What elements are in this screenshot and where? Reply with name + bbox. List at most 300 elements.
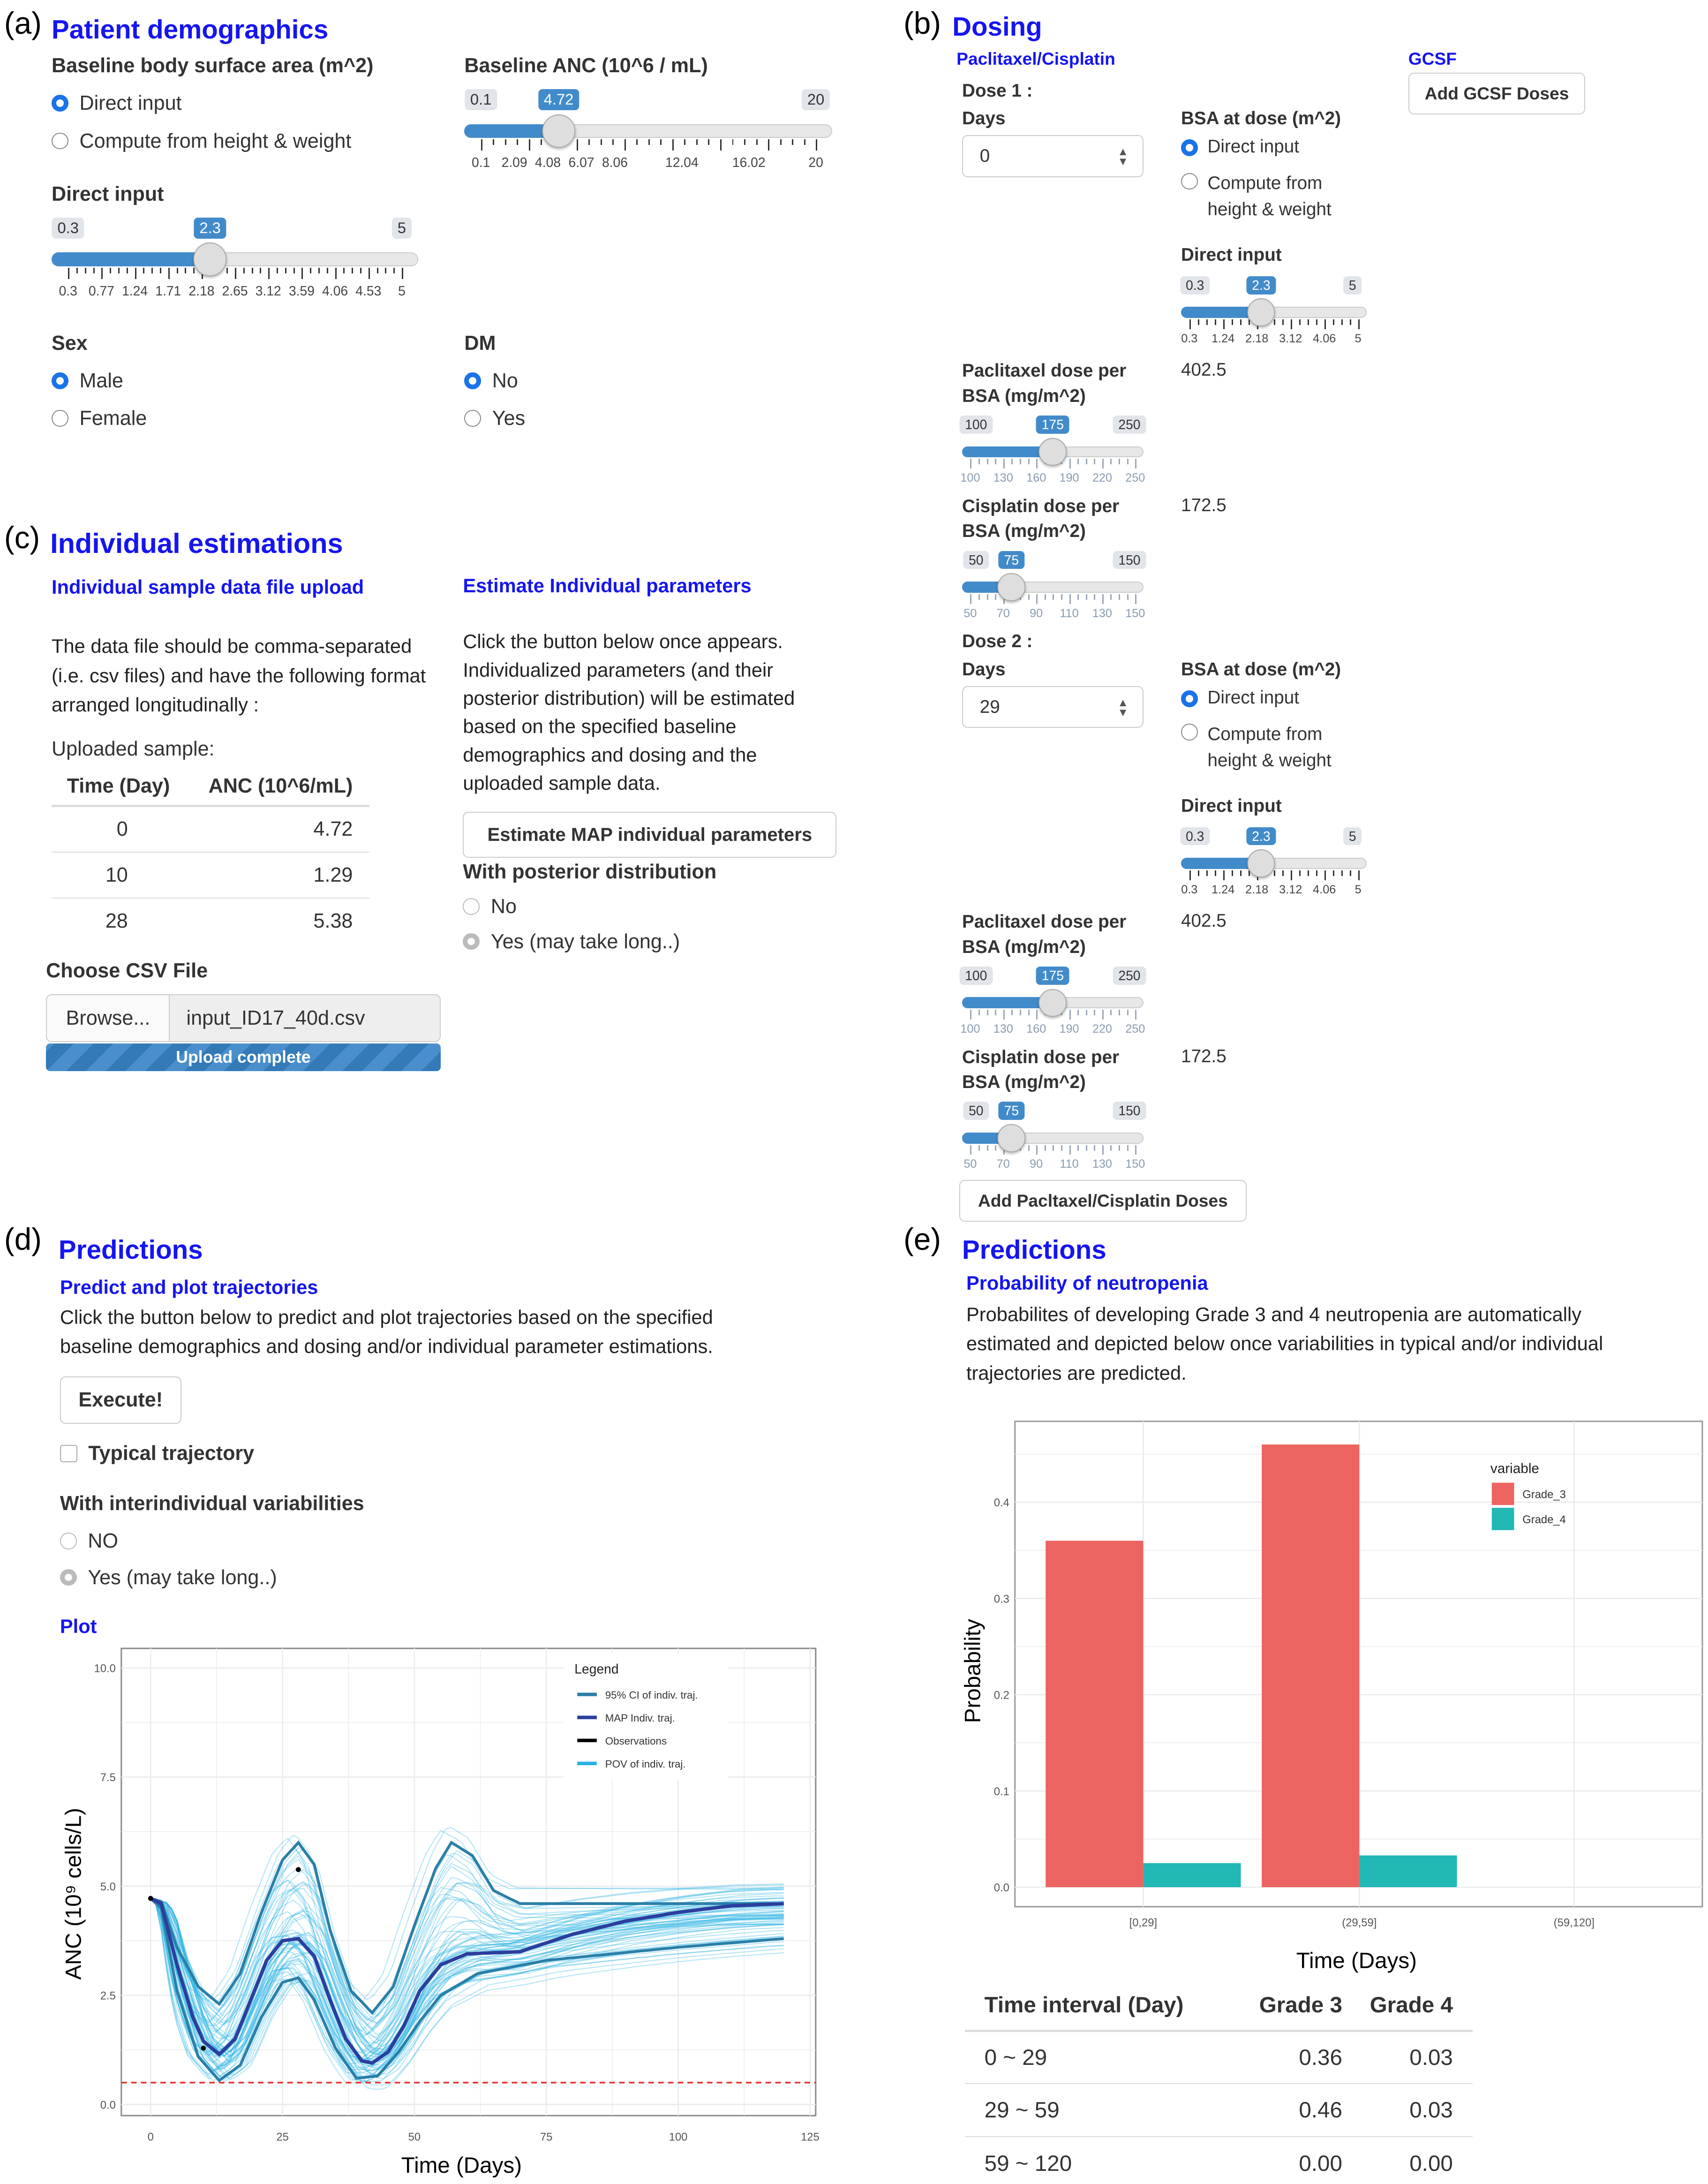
slider-tick [1316,319,1317,325]
cisplatin-total: 172.5 [1181,1046,1226,1066]
slider-handle[interactable] [1247,298,1275,326]
legend-swatch [1492,1508,1514,1530]
slider-tick [1324,319,1326,329]
slider-tick [995,1145,996,1151]
slider-tick [987,1145,988,1151]
slider-tick [1127,1145,1129,1151]
slider-tick [1102,459,1104,469]
radio-icon [52,133,68,150]
slider-tick [1069,1010,1071,1020]
slider-tick [235,268,236,279]
radio-female[interactable] [52,407,147,430]
paclitaxel-dose-label: Paclitaxel dose per BSA (mg/m^2) [962,361,1127,406]
radio-icon [52,95,68,112]
slider-tick [1110,594,1112,600]
cell: 29 ~ 59 [984,2098,1060,2123]
slider-tick-label: 220 [1092,1022,1112,1035]
slider-tick-label: 220 [1092,471,1112,485]
slider-tick [780,139,782,145]
legend-entry: POV of indiv. traj. [605,1758,686,1770]
slider-tick-label: 4.06 [322,283,348,298]
observation-point [201,2046,206,2051]
upload-progress-bar [46,1043,441,1071]
slider-tick [268,268,270,279]
slider-max-label: 5 [1343,827,1362,846]
slider-tick [1086,459,1087,464]
slider-tick [1028,1145,1030,1151]
slider-handle[interactable] [998,573,1025,601]
slider-tick [768,139,769,151]
slider-tick [1291,870,1292,880]
slider-tick-label: 0.3 [1181,883,1198,896]
x-tick-label: [0,29] [1129,1916,1158,1929]
days-value: 29 [979,696,1000,717]
radio-posterior-yes[interactable] [463,930,680,953]
slider-tick [1061,594,1062,600]
slider-tick [987,1010,988,1015]
slider-tick [1028,594,1030,600]
radio-label: Direct input [79,92,182,115]
slider-max-label: 250 [1113,967,1146,985]
estimate-instructions: Click the button below once appears. Individualized parameters (and their posterior distribution) will be estimated based on the specified baseline demographics and dosing and the uploaded sample data. [463,630,795,794]
x-tick-label: 0 [147,2131,154,2144]
slider-tick [1189,870,1191,880]
slider-tick [660,139,662,145]
legend-entry: 95% CI of indiv. traj. [605,1689,698,1701]
radio-label: Yes (may take long..) [88,1566,277,1589]
y-tick-label: 7.5 [100,1771,116,1784]
slider-tick [1341,870,1343,876]
radio-compute-bsa[interactable] [52,130,351,153]
slider-tick [1061,1145,1062,1151]
slider-tick [402,268,403,279]
slider-tick [1086,1010,1087,1015]
slider-tick [995,459,996,464]
slider-tick [1069,594,1071,604]
estimate-map-button[interactable]: Estimate MAP individual parameters [463,812,836,858]
legend-entry: Grade_3 [1522,1488,1566,1501]
slider-tick-label: 5 [1354,883,1362,896]
radio-label: No [492,370,518,393]
slider-max-label: 20 [802,89,830,110]
slider-tick [995,1010,996,1015]
slider-tick [1232,870,1233,876]
radio-label: Compute from height & weight [1207,724,1332,771]
panel-label-d: (d) [4,1222,42,1257]
slider-tick [1077,594,1079,600]
slider-tick-label: 130 [993,1022,1013,1035]
upload-progress-fill: Upload complete [46,1043,441,1071]
direct-input-label: Direct input [52,182,164,205]
slider-tick-label: 0.1 [472,155,490,170]
cell: 28 [105,910,128,933]
slider-tick [1350,319,1351,325]
slider-max-label: 5 [392,218,412,239]
choose-csv-label: Choose CSV File [46,960,208,982]
slider-tick [1020,459,1021,464]
radio-dm-no[interactable] [464,370,518,393]
x-tick-label: (59,120] [1554,1916,1595,1929]
bar-grade_4 [1360,1855,1457,1887]
radio-direct-input[interactable] [1181,688,1299,708]
cisplatin-dose-label: Cisplatin dose per BSA (mg/m^2) [962,1047,1120,1093]
slider-tick [185,268,186,273]
slider-tick [1127,1010,1129,1015]
slider-tick-label: 4.06 [1313,332,1336,345]
slider-tick-label: 8.06 [602,155,628,170]
slider-tick-label: 0.77 [88,283,114,298]
slider-tick [369,268,370,279]
radio-icon [1181,690,1198,707]
slider-handle[interactable] [1247,849,1275,877]
table-row [52,852,369,898]
slider-tick [1053,594,1054,600]
cell: 4.72 [313,818,353,841]
slider-tick [577,139,578,151]
add-gcsf-doses-button[interactable]: Add GCSF Doses [1408,73,1586,114]
slider-tick [1358,870,1360,880]
cell: 1.29 [313,863,353,886]
anc-label: Baseline ANC (10^6 / mL) [464,54,708,77]
slider-tick [1028,1010,1030,1015]
radio-icon [463,933,480,950]
slider-tick [1094,594,1095,600]
slider-tick [505,139,506,145]
legend-entry: Observations [605,1735,667,1747]
slider-tick [1299,870,1301,876]
slider-tick-label: 2.09 [501,155,527,170]
radio-icon [463,898,480,915]
slider-value-label: 2.3 [1246,276,1276,295]
slider-tick [1316,870,1317,876]
browse-button[interactable]: Browse... [46,994,170,1042]
slider-handle[interactable] [1039,989,1067,1017]
radio-direct-input[interactable] [1181,136,1299,157]
days-input[interactable] [962,686,1144,728]
slider-tick [1086,594,1087,600]
slider-tick [1110,1145,1112,1151]
slider-handle[interactable] [1039,438,1067,466]
radio-iiv-yes[interactable] [60,1566,277,1589]
radio-icon [1181,139,1198,156]
slider-tick [1011,1010,1013,1015]
slider-tick [1036,594,1038,604]
radio-label: Male [79,370,123,393]
slider-tick [1045,1145,1046,1151]
iiv-label: With interindividual variabilities [60,1492,364,1515]
slider-min-label: 50 [963,1102,989,1120]
slider-tick [1094,1145,1095,1151]
slider-tick [385,268,386,273]
slider-tick [1119,594,1120,600]
table-row [965,2084,1473,2137]
col-header: Grade 4 [1369,1992,1453,2018]
slider-tick-label: 50 [963,1157,977,1171]
slider-tick-label: 3.12 [1279,883,1302,896]
slider-tick [101,268,103,279]
radio-iiv-no[interactable] [60,1530,118,1553]
x-axis-label: Time (Days) [1296,1948,1417,1973]
slider-tick [970,1010,971,1020]
slider-tick-label: 2.18 [188,283,215,298]
col-header: Grade 3 [1259,1992,1342,2018]
slider-tick-label: 4.53 [355,283,382,298]
slider-tick [301,268,303,279]
slider-min-label: 100 [959,416,993,434]
slider-tick [529,139,530,151]
radio-label: Female [79,407,147,430]
slider-tick [1206,319,1208,325]
slider-min-label: 0.3 [1180,276,1210,295]
paclitaxel-total: 402.5 [1181,360,1226,380]
slider-tick [1053,1145,1054,1151]
slider-tick [277,268,278,273]
slider-tick [978,1145,980,1151]
slider-tick [588,139,590,145]
slider-tick [1127,594,1129,600]
slider-min-label: 50 [963,551,989,569]
radio-compute-bsa[interactable] [1181,721,1348,774]
cell: 0.36 [1299,2045,1342,2070]
slider-tick-label: 1.24 [1211,883,1235,896]
cell: 0 ~ 29 [984,2045,1047,2070]
slider-tick [1135,1010,1136,1020]
direct-input-label: Direct input [1181,245,1282,265]
col-header: ANC (10^6/mL) [208,774,353,797]
slider-max-label: 5 [1343,276,1362,295]
slider-tick-label: 130 [1092,606,1112,620]
spinner-icon[interactable]: ▲ ▼ [1117,145,1129,168]
slider-tick [1333,870,1334,876]
slider-tick [110,268,111,273]
radio-icon [52,372,68,389]
filename-field[interactable]: input_ID17_40d.csv [169,994,441,1042]
table-row [52,806,369,852]
panel-label-c: (c) [4,521,40,555]
cell: 10 [105,863,128,886]
slider-tick-label: 110 [1060,606,1079,620]
slider-value-label: 2.3 [194,218,226,239]
y-tick-label: 0.0 [994,1881,1010,1894]
slider-min-label: 0.3 [52,218,84,239]
slider-tick [970,594,971,604]
slider-tick [612,139,614,145]
slider-tick [1077,1145,1079,1151]
cell: 0 [116,818,128,841]
slider-tick [327,268,328,273]
slider-tick [118,268,120,273]
slider-tick [1036,1145,1038,1155]
days-input[interactable] [962,135,1144,177]
panel-label-a: (a) [4,6,42,40]
slider-tick [318,268,320,273]
radio-compute-bsa[interactable] [1181,170,1348,223]
slider-tick [85,268,86,273]
slider-tick [1003,1010,1005,1020]
radio-label: Yes (may take long..) [490,930,680,953]
slider-tick [127,268,128,273]
slider-tick [517,139,518,145]
slider-tick-label: 100 [960,1022,980,1035]
slider-tick [1291,319,1292,329]
slider-tick-label: 50 [963,606,977,620]
legend-swatch [1492,1482,1514,1505]
execute-button[interactable]: Execute! [60,1376,181,1424]
slider-fill [52,252,210,266]
slider-tick-label: 3.12 [255,283,281,298]
slider-tick [1299,319,1301,325]
radio-direct-input[interactable] [52,92,182,115]
slider-tick [987,459,988,464]
slider-handle[interactable] [193,242,226,276]
slider-tick [684,139,685,145]
spinner-icon[interactable]: ▲ ▼ [1117,696,1129,719]
slider-tick [310,268,311,273]
slider-tick-label: 90 [1030,606,1043,620]
slider-tick [335,268,337,279]
slider-handle[interactable] [542,114,575,148]
slider-tick [285,268,286,273]
y-tick-label: 10.0 [94,1662,116,1675]
slider-tick [393,268,395,273]
neutropenia-probability-chart [948,1409,1708,1978]
slider-min-label: 0.1 [465,89,497,110]
predict-heading: Predict and plot trajectories [60,1276,318,1299]
uploaded-sample-label: Uploaded sample: [52,738,215,761]
radio-label: Compute from height & weight [1207,173,1332,220]
slider-tick [1077,459,1079,464]
radio-posterior-no[interactable] [463,895,517,918]
slider-tick [1215,870,1216,876]
slider-tick [226,268,228,273]
slider-tick [995,594,996,600]
bar-grade_4 [1144,1863,1241,1887]
checkbox-icon [60,1445,77,1462]
slider-tick-label: 90 [1030,1157,1043,1171]
slider-tick [352,268,353,273]
slider-tick [343,268,345,273]
slider-tick [1069,459,1071,469]
paclitaxel-dose-label: Paclitaxel dose per BSA (mg/m^2) [962,912,1127,957]
slider-tick [1350,870,1351,876]
slider-tick [293,268,295,273]
radio-icon [464,372,481,389]
dose-label: Dose 2 : [962,631,1033,652]
y-tick-label: 0.3 [994,1593,1010,1606]
slider-tick [1198,319,1199,325]
uploaded-sample-table [52,767,369,945]
slider-tick [1077,1010,1079,1015]
slider-tick-label: 2.18 [1245,883,1269,896]
bsa-at-dose-label: BSA at dose (m^2) [1181,659,1341,680]
slider-tick [648,139,650,145]
slider-max-label: 150 [1113,551,1146,569]
anc-trajectory-chart [56,1643,823,2184]
upload-instructions: The data file should be comma-separated (i.e. csv files) and have the following format arranged longitudinally : [52,635,426,716]
slider-value-label: 175 [1036,416,1069,434]
observation-point [148,1896,153,1901]
slider-tick [1274,870,1275,876]
slider-tick-label: 1.71 [155,283,181,298]
radio-label: NO [88,1530,119,1553]
slider-tick [1020,1010,1021,1015]
slider-tick [625,139,626,151]
neutropenia-table [965,1980,1473,2184]
slider-tick [360,268,361,273]
slider-tick [1069,1145,1071,1155]
days-label: Days [962,108,1006,129]
slider-tick [978,1010,980,1015]
checkbox-label: Typical trajectory [88,1442,255,1465]
cell: 0.46 [1299,2098,1342,2123]
predictions-title-e: Predictions [962,1234,1106,1264]
slider-tick [804,139,805,145]
slider-value-label: 75 [999,551,1024,569]
slider-tick [93,268,95,273]
slider-tick [260,268,261,273]
radio-dm-yes[interactable] [464,407,525,430]
slider-tick [1119,1145,1120,1151]
col-header: Time interval (Day) [984,1992,1184,2018]
upload-heading: Individual sample data file upload [52,576,364,598]
slider-tick [1358,319,1360,329]
slider-value-label: 4.72 [538,89,579,110]
slider-tick [377,268,378,273]
add-paclitaxel-cisplatin-doses-button[interactable]: Add Pacltaxel/Cisplatin Doses [959,1180,1247,1222]
slider-tick [816,139,817,151]
dm-label: DM [464,332,496,355]
slider-tick-label: 0.3 [59,283,77,298]
radio-male[interactable] [52,370,123,393]
radio-icon [52,410,68,427]
slider-tick-label: 190 [1059,471,1079,485]
y-axis-label: ANC (10⁹ cells/L) [61,1808,86,1980]
slider-tick [1102,594,1104,604]
slider-tick [1215,319,1216,325]
x-tick-label: 75 [540,2131,553,2144]
slider-tick-label: 100 [960,471,980,485]
slider-tick [1189,319,1191,329]
slider-tick-label: 2.18 [1245,332,1269,345]
slider-tick [193,268,195,273]
typical-trajectory-checkbox[interactable] [60,1442,254,1465]
radio-icon [1181,724,1198,741]
direct-input-label: Direct input [1181,796,1282,816]
slider-tick-label: 5 [1354,332,1362,345]
legend-title: variable [1490,1460,1540,1476]
slider-tick [744,139,745,145]
radio-icon [60,1533,77,1549]
slider-tick-label: 4.06 [1313,883,1336,896]
radio-icon [60,1569,77,1586]
radio-icon [464,410,481,427]
y-tick-label: 2.5 [100,1989,116,2003]
cisplatin-total: 172.5 [1181,495,1226,515]
observation-point [296,1867,301,1873]
legend-entry: Grade_4 [1522,1513,1566,1526]
neutropenia-instructions: Probabilites of developing Grade 3 and 4 neutropenia are automatically estimated and depicted below once variabilities in typical and/or individual trajectories are predicted. [966,1303,1603,1384]
slider-tick [1135,459,1136,469]
slider-tick [1232,319,1233,325]
slider-tick-label: 3.12 [1279,332,1302,345]
slider-tick-label: 0.3 [1181,332,1198,345]
slider-handle[interactable] [998,1124,1025,1152]
slider-tick-label: 150 [1125,1157,1145,1171]
slider-tick-label: 130 [993,471,1013,485]
slider-tick-label: 1.24 [122,283,148,298]
y-tick-label: 0.1 [994,1785,1010,1798]
slider-tick [720,139,722,151]
